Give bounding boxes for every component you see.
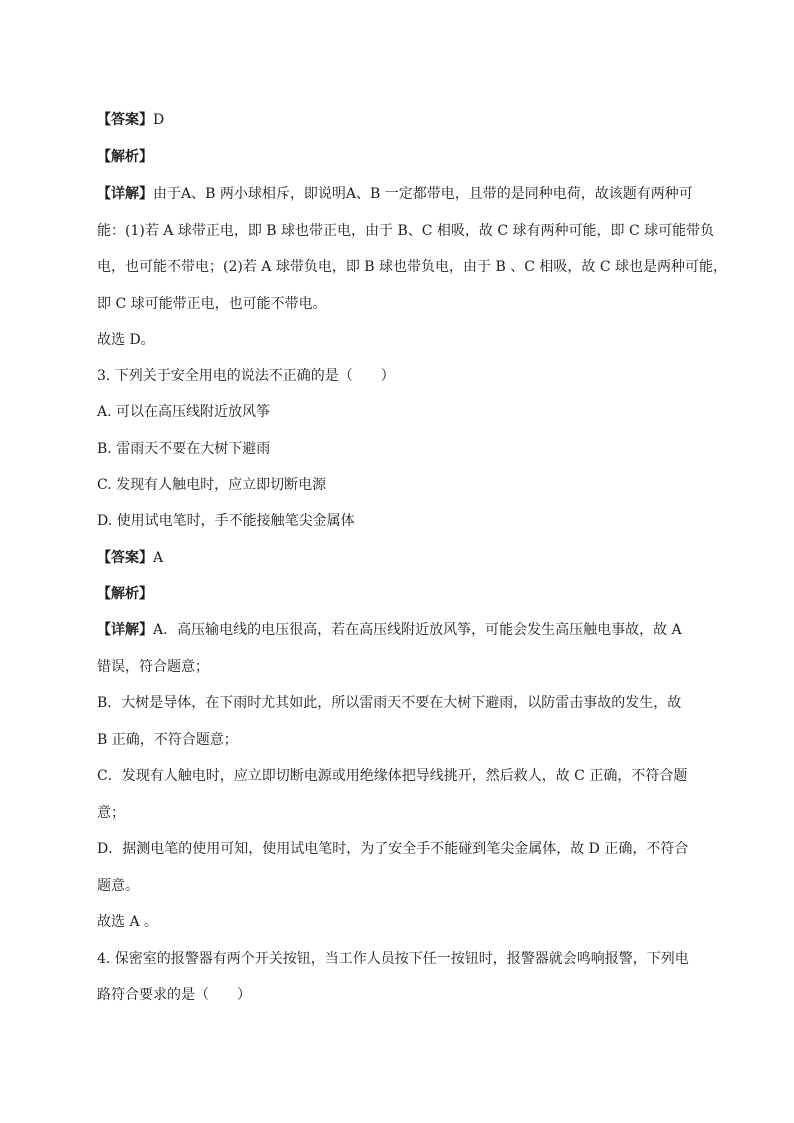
q3-detail-d-line-1: D．据测电笔的使用可知，使用试电笔时，为了安全手不能碰到笔尖金属体，故 D 正确，不符合: [97, 841, 689, 857]
q2-answer: [97, 111, 164, 129]
q2-analysis-title: 【解析】: [97, 149, 153, 165]
q4-stem-line-2: 路符合要求的是（ ）: [97, 987, 251, 1003]
q2-detail-line-4: 即 C 球可能带正电，也可能不带电。: [97, 296, 327, 312]
q3-detail-c-line-2: 意；: [97, 805, 125, 821]
q3-option-d: D. 使用试电笔时，手不能接触笔尖金属体: [97, 513, 355, 529]
q3-option-a: A. 可以在高压线附近放风筝: [97, 404, 271, 420]
q3-stem: 3. 下列关于安全用电的说法不正确的是（ ）: [97, 368, 395, 384]
q3-detail-a-line-2: 错误，符合题意；: [97, 659, 209, 675]
q3-option-c: C. 发现有人触电时，应立即切断电源: [97, 477, 327, 493]
q2-detail-line-3: 电，也可能不带电；(2)若 A 球带负电，即 B 球也带负电，由于 B 、C 相吸，故 C 球也是两种可能，: [97, 259, 727, 275]
q2-detail-line-2: 能：(1)若 A 球带正电，即 B 球也带正电，由于 B、C 相吸，故 C 球有两种可能，即 C 球可能带负: [97, 223, 715, 239]
q3-option-b: B. 雷雨天不要在大树下避雨: [97, 441, 271, 457]
q3-conclusion: 故选 A 。: [97, 914, 159, 930]
q2-conclusion: 故选 D。: [97, 332, 155, 348]
answer-value: A: [153, 550, 164, 566]
q3-answer: [97, 549, 163, 567]
q3-detail-c-line-1: C．发现有人触电时，应立即切断电源或用绝缘体把导线挑开，然后救人，故 C 正确，不符合题: [97, 768, 688, 784]
q2-detail-line-1: [97, 185, 693, 203]
detail-label: 【详解】: [97, 186, 153, 202]
detail-text: 由于A、B 两小球相斥，即说明A、B 一定都带电，且带的是同种电荷，故该题有两种可: [153, 186, 693, 202]
q3-detail-d-line-2: 题意。: [97, 878, 139, 894]
detail-label: 【详解】: [97, 622, 153, 638]
answer-value: D: [153, 112, 165, 128]
answer-label: 【答案】: [97, 112, 153, 128]
q3-analysis-title: 【解析】: [97, 586, 153, 602]
q3-detail-a-line-1: [97, 621, 682, 639]
detail-text: A．高压输电线的电压很高，若在高压线附近放风筝，可能会发生高压触电事故，故 A: [153, 622, 682, 638]
q4-stem-line-1: 4. 保密室的报警器有两个开关按钮，当工作人员按下任一按钮时，报警器就会鸣响报警，下列电: [97, 951, 689, 967]
answer-label: 【答案】: [97, 550, 153, 566]
q3-detail-b-line-1: B．大树是导体，在下雨时尤其如此，所以雷雨天不要在大树下避雨，以防雷击事故的发生，故: [97, 695, 682, 711]
q3-detail-b-line-2: B 正确，不符合题意；: [97, 732, 238, 748]
